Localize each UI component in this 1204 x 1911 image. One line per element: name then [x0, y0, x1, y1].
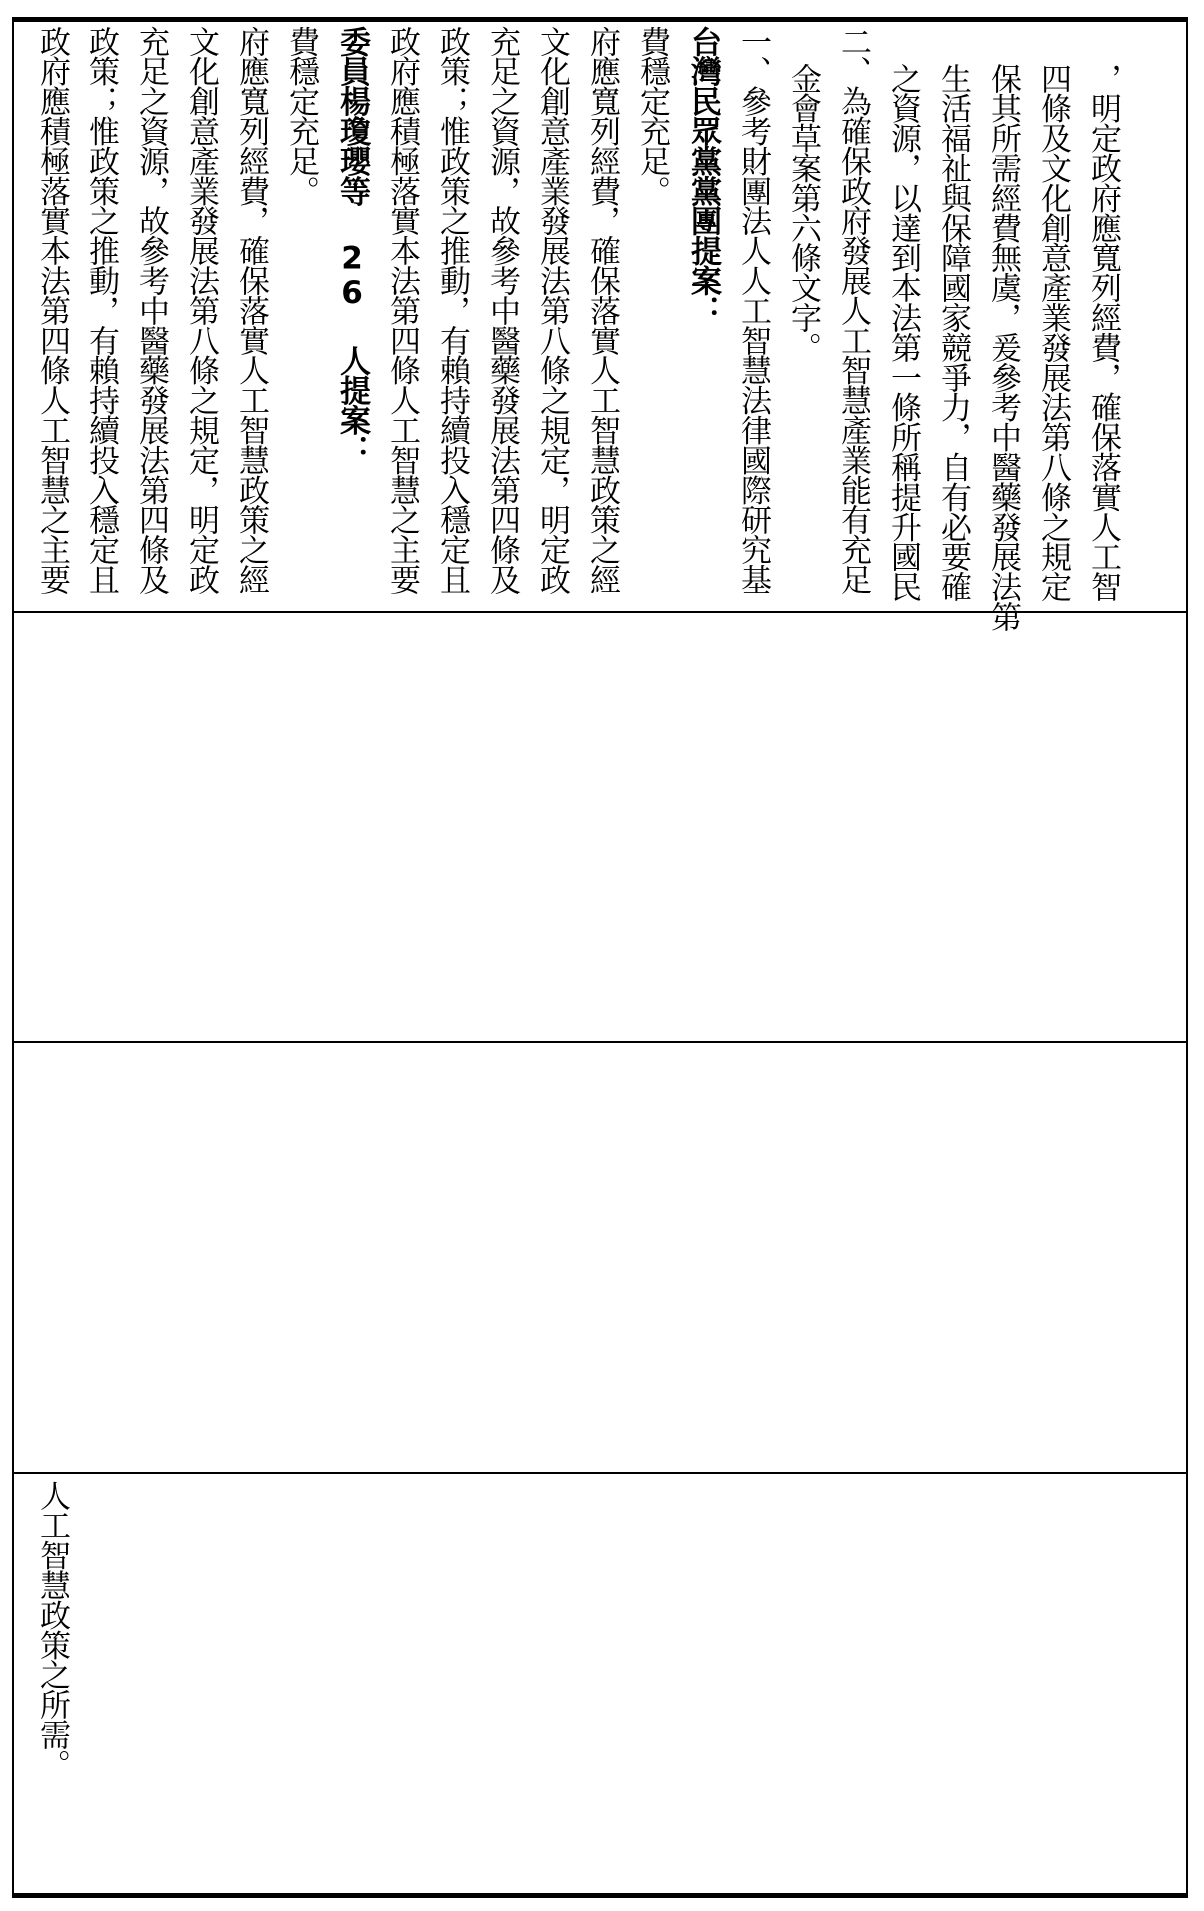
- proposal-heading: 台灣民眾黨黨團提案：: [685, 26, 721, 326]
- text-line: 生活福祉與保障國家競爭力，自有必要確: [935, 63, 971, 602]
- text-line: 之資源，以達到本法第一條所稱提升國民: [885, 63, 921, 602]
- text-line: 文化創意產業發展法第八條之規定，明定政: [183, 26, 219, 595]
- text-line: 一、參考財團法人人工智慧法律國際研究基: [735, 26, 771, 595]
- bottom-border-rule: [12, 1893, 1188, 1898]
- text-line: 府應寬列經費，確保落實人工智慧政策之經: [584, 26, 620, 595]
- text-line: 政策；惟政策之推動，有賴持續投入穩定且: [83, 26, 119, 595]
- text-line: 文化創意產業發展法第八條之規定，明定政: [534, 26, 570, 595]
- text-line: ，明定政府應寬列經費，確保落實人工智: [1085, 63, 1121, 602]
- right-border-rule: [1186, 22, 1188, 1893]
- text-line: 四條及文化創意產業發展法第八條之規定: [1035, 63, 1071, 602]
- text-line: 充足之資源，故參考中醫藥發展法第四條及: [484, 26, 520, 595]
- left-border-rule: [12, 22, 14, 1893]
- text-line: 府應寬列經費，確保落實人工智慧政策之經: [233, 26, 269, 595]
- text-line: 費穩定充足。: [634, 26, 670, 206]
- text-line: 二、為確保政府發展人工智慧產業能有充足: [835, 26, 871, 595]
- text-line: 人工智慧政策之所需。: [34, 1480, 70, 1780]
- row-divider-2: [12, 1041, 1188, 1043]
- row-divider-3: [12, 1472, 1188, 1474]
- text-line: 政策；惟政策之推動，有賴持續投入穩定且: [434, 26, 470, 595]
- text-line: 保其所需經費無虞，爰參考中醫藥發展法第: [985, 63, 1021, 632]
- text-line: 政府應積極落實本法第四條人工智慧之主要: [34, 26, 70, 595]
- text-line: 金會草案第六條文字。: [785, 63, 821, 363]
- proposal-heading: 委員楊瓊瓔等 26 人提案：: [334, 26, 370, 465]
- top-border-rule: [12, 17, 1188, 22]
- text-line: 充足之資源，故參考中醫藥發展法第四條及: [133, 26, 169, 595]
- text-line: 政府應積極落實本法第四條人工智慧之主要: [384, 26, 420, 595]
- text-line: 費穩定充足。: [283, 26, 319, 206]
